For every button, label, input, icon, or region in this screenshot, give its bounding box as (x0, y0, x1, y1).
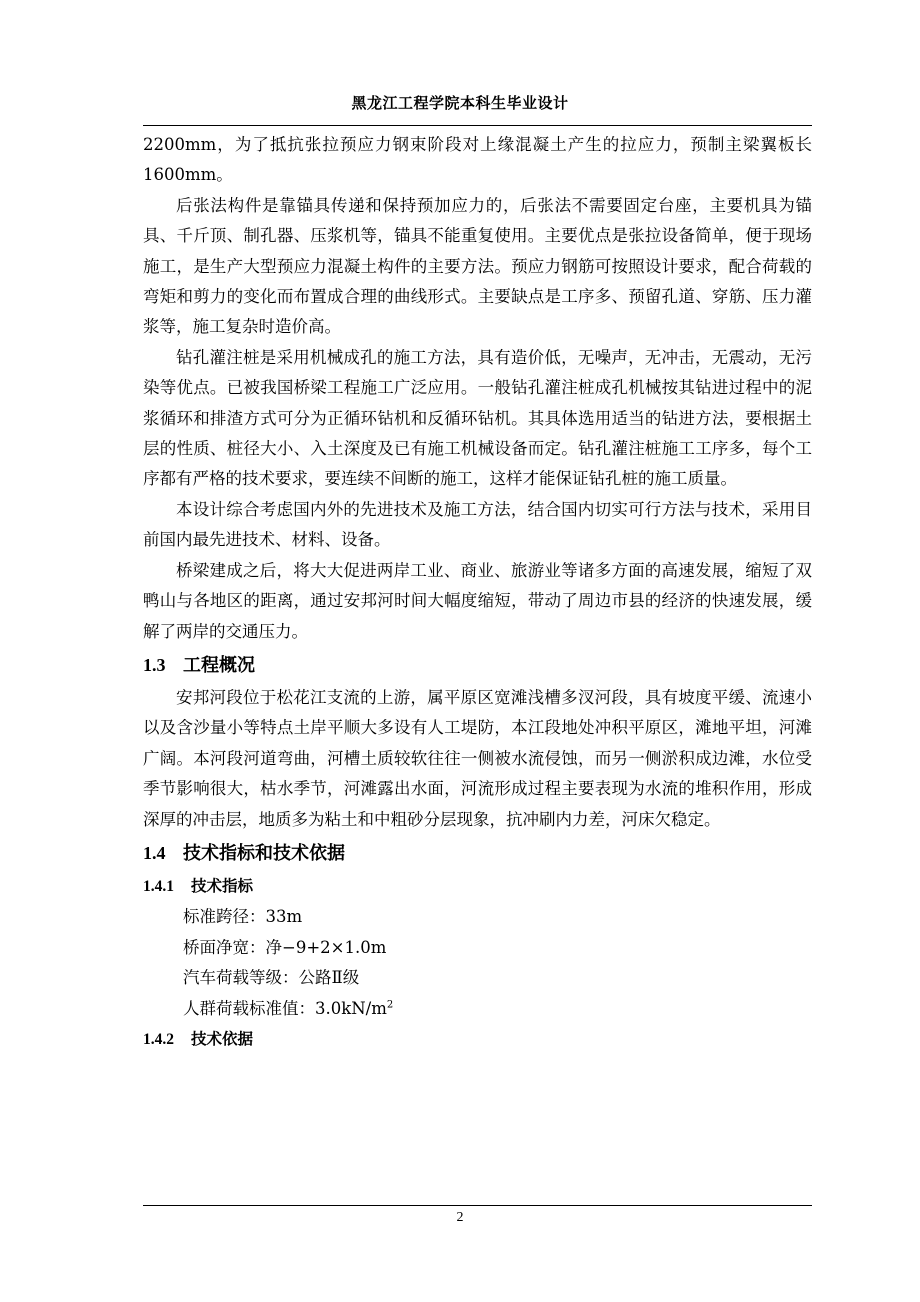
section-heading-1-4 (143, 835, 812, 871)
subsection-title: 技术依据 (191, 1029, 254, 1048)
paragraph-continued: 2200mm，为了抵抗张拉预应力钢束阶段对上缘混凝土产生的拉应力，预制主梁翼板长 1600mm。 (143, 135, 812, 185)
paragraph-bridge-benefits: 桥梁建成之后，将大大促进两岸工业、商业、旅游业等诸多方面的高速发展，缩短了双鸭山与各地区的距离，通过安邦河时间大幅度缩短，带动了周边市县的经济的快速发展，缓解了两岸的交通压力。 (143, 560, 812, 641)
document-body (143, 130, 812, 1055)
spec-crowd-load (143, 994, 812, 1024)
spec-vehicle-load: 汽车荷载等级：公路Ⅱ级 (183, 968, 360, 988)
page-header-title: 黑龙江工程学院本科生毕业设计 (351, 94, 569, 112)
subsection-heading-1-4-1 (143, 871, 812, 902)
section-heading-1-3 (143, 647, 812, 683)
subsection-number: 1.4.2 (143, 1030, 174, 1048)
unit-superscript: 2 (386, 999, 394, 1011)
footer-divider (143, 1205, 812, 1206)
paragraph-post-tensioning: 后张法构件是靠锚具传递和保持预加应力的，后张法不需要固定台座，主要机具为锚具、千斤顶、制孔器、压浆机等，锚具不能重复使用。主要优点是张拉设备简单，便于现场施工，是生产大型预应力混凝土构件的主要方法。预应力钢筋可按照设计要求，配合荷载的弯矩和剪力的变化而布置成合理的曲线形式。主要缺点是工序多、预留孔道、穿筋、压力灌浆等，施工复杂时造价高。 (143, 195, 812, 337)
paragraph-project-overview: 安邦河段位于松花江支流的上游，属平原区宽滩浅槽多汊河段，具有坡度平缓、流速小以及含沙量小等特点土岸平顺大多设有人工堤防，本江段地处冲积平原区，滩地平坦，河滩广阔。本河段河道弯曲，河槽土质较软往往一侧被水流侵蚀，而另一侧淤积成边滩，水位受季节影响很大，枯水季节，河滩露出水面，河流形成过程主要表现为水流的堆积作用，形成深厚的冲击层，地质多为粘土和中粗砂分层现象，抗冲刷内力差，河床欠稳定。 (143, 687, 812, 829)
subsection-title: 技术指标 (191, 876, 254, 895)
header-divider (143, 125, 812, 126)
section-title: 工程概况 (183, 654, 255, 676)
page-number: 2 (456, 1210, 464, 1225)
paragraph-bored-piles: 钻孔灌注桩是采用机械成孔的施工方法，具有造价低，无噪声，无冲击，无震动，无污染等优点。已被我国桥梁工程施工广泛应用。一般钻孔灌注桩成孔机械按其钻进过程中的泥浆循环和排渣方式可分为正循环钻机和反循环钻机。其具体选用适当的钻进方法，要根据土层的性质、桩径大小、入土深度及已有施工机械设备而定。钻孔灌注桩施工工序多，每个工序都有严格的技术要求，要连续不间断的施工，这样才能保证钻孔桩的施工质量。 (143, 347, 812, 489)
spec-crowd-load-text: 人群荷载标准值：3.0kN/m (183, 998, 387, 1018)
subsection-heading-1-4-2 (143, 1024, 812, 1055)
paragraph-design-approach: 本设计综合考虑国内外的先进技术及施工方法，结合国内切实可行方法与技术，采用目前国内最先进技术、材料、设备。 (143, 499, 812, 550)
spec-deck-width: 桥面净宽：净−9+2×1.0m (183, 937, 387, 957)
spec-standard-span: 标准跨径：33m (183, 907, 303, 927)
section-title: 技术指标和技术依据 (183, 842, 345, 864)
section-number: 1.4 (143, 842, 166, 863)
section-number: 1.3 (143, 654, 166, 675)
subsection-number: 1.4.1 (143, 877, 174, 895)
